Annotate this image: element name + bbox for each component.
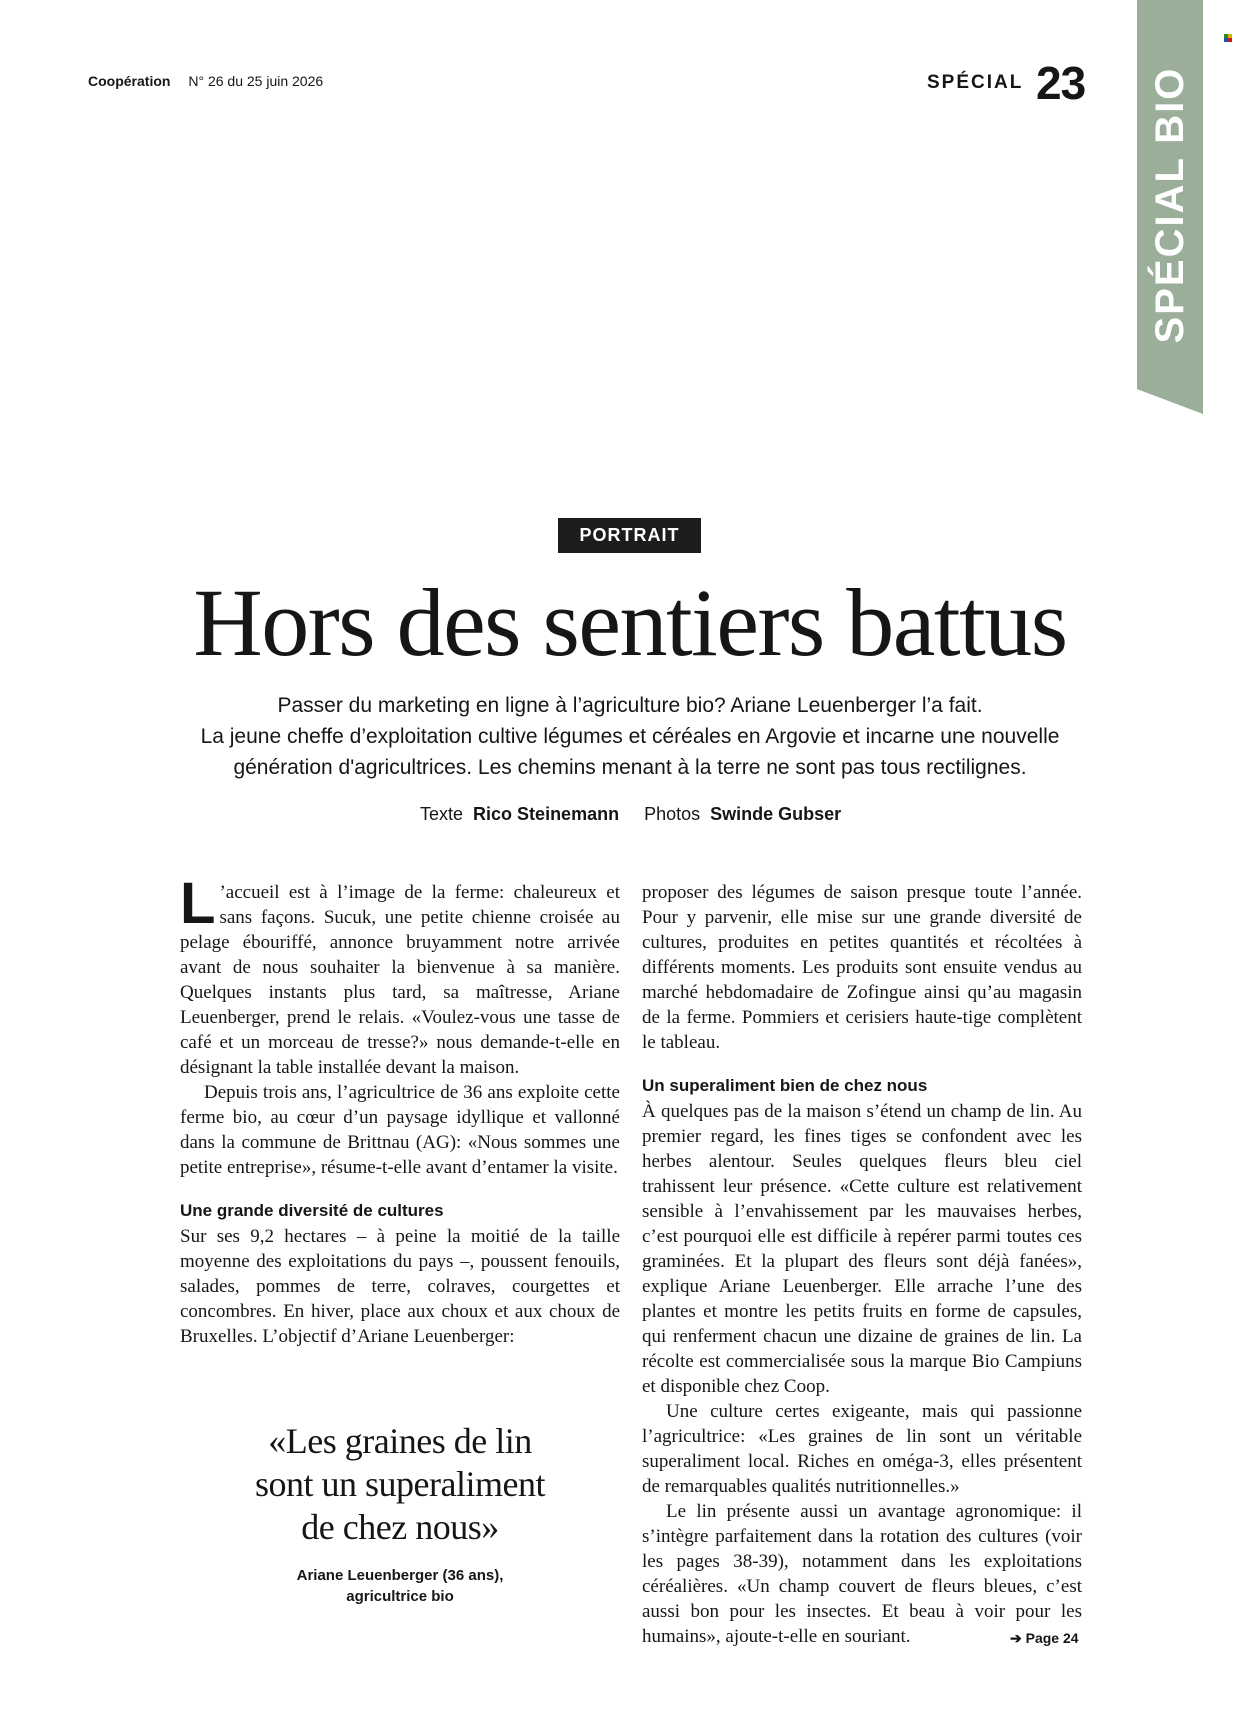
page-number: 23 — [1036, 57, 1086, 109]
text-label: Texte — [420, 804, 464, 824]
article-paragraph: À quelques pas de la maison s’étend un champ de lin. Au premier regard, les fines tiges se confondent avec les herbes alentour. Seules quelques fleurs bleu ciel trahissent leur présence. «Cette culture est relativement sensible à l’envahissement par les mauvaises herbes, c’est pourquoi elle est difficile à repérer parmi toutes ces graminées. Et la plupart des fleurs sont déjà fanées», explique Ariane Leuenberger. Elle arrache l’une des plantes et montre les petits fruits en forme de capsules, qui renferment chacun une dizaine de graines de lin. La récolte est commercialisée sous la marque Bio Campiuns et disponible chez Coop. — [642, 1101, 1082, 1397]
article-paragraph: Sur ses 9,2 hectares – à peine la moitié de la taille moyenne des exploitations du pays –, poussent fenouils, salades, pommes de terre, colraves, courgettes et concombres. En hiver, place aux choux et aux choux de Bruxelles. L’objectif d’Ariane Leuenberger: — [180, 1226, 620, 1347]
article-paragraph: Une culture certes exigeante, mais qui passionne l’agricultrice: «Les graines de lin sont un véritable superaliment local. Riches en oméga-3, elles présentent de remarquables qualités nutritionnelles.» — [642, 1401, 1082, 1497]
subheading: Un superaliment bien de chez nous — [642, 1076, 928, 1095]
article-paragraph: proposer des légumes de saison presque toute l’année. Pour y parvenir, elle mise sur une grande diversité de cultures, produites en petites quantités et récoltées à différents moments. Les produits sont ensuite vendus au marché hebdomadaire de Zofingue ainsi qu’au magasin de la ferme. Pommiers et cerisiers haute-tige complètent le tableau. — [642, 882, 1082, 1053]
article-column-1 — [180, 871, 620, 1349]
attribution-line: agricultrice bio — [346, 1588, 454, 1605]
lead-line: Passer du marketing en ligne à l’agriculture bio? Ariane Leuenberger l’a fait. — [277, 694, 983, 717]
byline — [420, 804, 841, 825]
lead-line: La jeune cheffe d’exploitation cultive légumes et céréales en Argovie et incarne une nouvelle — [200, 725, 1060, 748]
pull-quote-attribution — [230, 1565, 570, 1607]
lead-line: génération d'agricultrices. Les chemins menant à la terre ne sont pas tous rectilignes. — [233, 756, 1027, 779]
publication-name: Coopération — [88, 73, 171, 89]
attribution-line: Ariane Leuenberger (36 ans), — [296, 1567, 504, 1584]
paragraph-text: ’accueil est à l’image de la ferme: chaleureux et sans façons. Sucuk, une petite chienne croisée au pelage ébouriffé, annonce bruyamment notre arrivée avant de nous souhaiter la bienvenue à sa manière. Quelques instants plus tard, sa maîtresse, Ariane Leuenberger, prend le relais. «Voulez-vous une tasse de café et un morceau de tresse?» nous demande-t-elle en désignant la table installée devant la maison. — [180, 882, 620, 1078]
section-label: SPÉCIAL — [927, 72, 1024, 93]
pull-quote-line: sont un superaliment — [255, 1464, 545, 1504]
photo-author: Swinde Gubser — [710, 804, 842, 824]
continued-link[interactable]: ➔ Page 24 — [1010, 1630, 1079, 1646]
side-tab-label: SPÉCIAL BIO — [1148, 66, 1192, 344]
kicker-badge: PORTRAIT — [558, 518, 701, 553]
article-paragraph — [180, 871, 620, 1080]
pull-quote-line: «Les graines de lin — [268, 1421, 532, 1461]
masthead — [88, 73, 323, 89]
article-paragraph: Depuis trois ans, l’agricultrice de 36 ans exploite cette ferme bio, au cœur d’un paysage idyllique et vallonné dans la commune de Brittnau (AG): «Nous sommes une petite entreprise», résume-t-elle avant d’entamer la visite. — [180, 1082, 620, 1178]
subheading: Une grande diversité de cultures — [180, 1201, 444, 1220]
drop-cap: L — [180, 871, 216, 936]
photo-label: Photos — [644, 804, 701, 824]
article-paragraph: Le lin présente aussi un avantage agronomique: il s’intègre parfaitement dans la rotation des cultures (voir les pages 38-39), notamment dans les exploitations céréalières. «Un champ couvert de fleurs bleues, c’est aussi bon pour les insectes. Et beau à voir pour les humains», ajoute-t-elle en souriant. — [642, 1501, 1082, 1647]
headline: Hors des sentiers battus — [193, 569, 1067, 676]
pull-quote — [230, 1420, 570, 1607]
lead-paragraph — [150, 690, 1110, 783]
color-registration-mark — [1224, 34, 1234, 44]
text-author: Rico Steinemann — [473, 804, 620, 824]
issue-date: N° 26 du 25 juin 2026 — [188, 73, 324, 89]
article-column-2 — [642, 880, 1082, 1649]
pull-quote-line: de chez nous» — [301, 1507, 499, 1547]
